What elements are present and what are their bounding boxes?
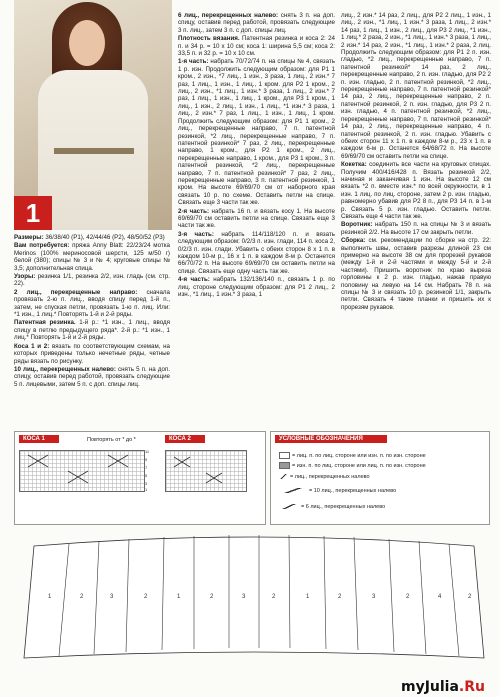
- legend-title: УСЛОВНЫЕ ОБОЗНАЧЕНИЯ: [275, 435, 387, 443]
- kosa1-repeat-label: Повторять от * до *: [87, 437, 136, 443]
- photo-belt: [54, 148, 134, 154]
- cross-symbol-icon: [279, 474, 288, 479]
- kosa2-title: КОСА 2: [165, 435, 205, 443]
- kosa1-row-number: 1: [145, 487, 148, 492]
- stitch2-text: сначала провязать 2-ю п. лиц., вводя спицу перед 1-й п., затем, не спуская петли, провязать 1-ю п. лиц. Или: *1 изн., 1 лиц.* Повторять 1-й и 2-й ряды.: [14, 288, 170, 319]
- site-logo-tld: .Ru: [458, 679, 485, 695]
- pattern-label: 3: [242, 594, 246, 600]
- needs-label: Вам потребуется:: [14, 242, 70, 250]
- purl-symbol-icon: [279, 462, 290, 469]
- legend-item: [279, 488, 396, 494]
- kosa1-cables: [20, 451, 144, 491]
- part4-label: 4-я часть:: [178, 276, 210, 284]
- part3-label: 3-я часть:: [178, 230, 214, 238]
- assembly-label: Сборка:: [341, 237, 366, 245]
- legend-text: = изн. п. по лиц. стороне или лиц. п. по изн. стороне: [292, 462, 426, 469]
- text-column-2: [178, 12, 335, 299]
- kosa1-grid: [19, 450, 148, 492]
- model-number-badge: 1: [14, 196, 52, 230]
- legend-item: [279, 474, 370, 480]
- assembly-text: см. рекомендации по сборке на стр. 22: выполнить швы, оставив разрезы длиной 23 см примерно на высоте 38 см для прорезей рукавов (между 1-й и 2-й частями и между 5-й и 2-й частями). Пришить воротник по краю выреза горловины к 2 р. изн. гладью, нажав правую половину на левую на 14 см. Набрать 78 п. на спицы № 3 и связать 10 р. резинкой 1/1, закрыть петли. Связать 4 такие планки и пришить их к прорезям рукавов.: [341, 237, 491, 311]
- pattern-label: 1: [48, 594, 52, 600]
- kosa1-row-number: 3: [145, 481, 148, 486]
- pattern-label: 3: [110, 594, 114, 600]
- kosa-label: Коса 1 и 2:: [14, 342, 50, 350]
- pattern-label: 2: [144, 594, 148, 600]
- site-logo[interactable]: [401, 679, 485, 695]
- kosa-charts: [14, 431, 266, 525]
- pattern-label: 2: [210, 594, 214, 600]
- site-logo-name: myJulia: [400, 679, 459, 695]
- legend-item: [279, 504, 385, 510]
- yoke-text: соединить все части на круговых спицах. Получим 400/416/428 п. Вязать резинкой 2/2, начиная и заканчивая 1 изн. На высоте 12 см вязать *2 п. вместе изн.* по всей окружности, в 1 изн. 1 лиц. по лиц. стороне, затем 2 р. изн. гладью, равномерно убавив для Р2 8 п., для Р3 14 п. в 1-м р. Связать 5 р. изн. гладью. Оставить петли. Связать еще 4 части так же.: [341, 161, 491, 220]
- density-label: Плотность вязания.: [178, 35, 240, 43]
- pattern-label: 1: [306, 594, 310, 600]
- sizes-label: Размеры:: [14, 234, 44, 241]
- rib-text: 1-й р.: *1 изн., 1 лиц., вводя спицу в петлю предыдущего ряда*. 2-й р.: *1 изн., 1 лиц.* Повторять 1-й и 2-й ряды.: [14, 319, 170, 342]
- stitch6-label: 6 лиц., перекрещенных налево:: [178, 12, 279, 19]
- legend-text: = 10 лиц., перекрещенных налево: [309, 488, 397, 494]
- legend-item: [279, 452, 426, 459]
- stitch10-text: снять 5 п. на доп. спицу, оставив перед работой, провязать следующие 5 п. лицевыми, затем 5 п. с доп. спицы лиц.: [14, 365, 170, 388]
- pattern-label: 2: [272, 594, 276, 600]
- kosa1-row-number: 7: [145, 465, 148, 470]
- sizes-text: 36/38/40 (P1), 42/44/46 (P2), 48/50/52 (P3): [43, 234, 165, 241]
- density-text: Патентная резинка и коса 2: 24 п. и 34 р. = 10 x 10 см; коса 1: ширина 5,5 см; коса 2: 33,5 п. и 32 р. = 10 x 10 см.: [178, 35, 335, 58]
- pattern-label: 2: [406, 594, 410, 600]
- part4-text: набрать 132/136/140 п., связать 1 р. по лиц. стороне следующим образом: для Р1 2 лиц., 2 изн., *1 лиц., 1 изн.* 3 раза, 1: [178, 276, 335, 299]
- yoke-label: Кокетка:: [341, 161, 367, 169]
- pattern-outline: [24, 537, 484, 658]
- legend-text: = лиц., перекрещенных налево: [290, 474, 370, 480]
- rib-label: Патентная резинка.: [14, 319, 76, 327]
- kosa1-row-number: 11: [145, 449, 150, 454]
- collar-label: Воротник:: [341, 221, 373, 229]
- model-photo: [14, 0, 172, 230]
- pattern-label: 2: [80, 594, 84, 600]
- part3-text: набрать 114/118/120 п. и вязать следующим образом: 0/2/3 п. изн. глади, 114 п. коса 2, 0/2/3 п. изн. глади. Убавить с обеих сторон 8 x 1 п. в каждом 10-м р., 16 x 1 п. в каждом 8-м р. Останется 66/70/72 п. На высоте 69/69/70 см оставить петли на спице. Связать еще одну часть так же.: [178, 230, 335, 275]
- kosa2-grid: [165, 450, 247, 492]
- patterns-label: Узоры:: [14, 273, 36, 281]
- kosa-text: вязать по соответствующим схемам, на которых приведены только нечетные ряды, четные ряды вязать по рисунку.: [14, 342, 170, 365]
- part1-label: 1-я часть:: [178, 58, 209, 66]
- photo-face: [69, 20, 105, 66]
- text-column-1: [14, 234, 170, 389]
- kosa2-cables: [166, 451, 246, 491]
- kosa1-title: КОСА 1: [19, 435, 59, 443]
- pattern-label: 2: [468, 594, 472, 600]
- text-column-3: [341, 12, 491, 312]
- legend-text: = 6 лиц., перекрещенных налево: [301, 504, 386, 510]
- legend-box: [270, 431, 490, 525]
- part2-label: 2-я часть:: [178, 207, 210, 215]
- needs-text: пряжа Anny Blatt: 22/23/24 мотка Merinos (100% мериносовой шерсти, 125 м/50 г) белой (380); спицы № 3 и № 4; круговые спицы № 3,5; дополнительная спица.: [14, 242, 170, 272]
- pattern-label: 2: [338, 594, 342, 600]
- legend-item: [279, 462, 426, 469]
- stitch10-label: 10 лиц., перекрещенных налево:: [14, 365, 116, 373]
- pattern-diagram: [14, 528, 494, 668]
- kosa1-row-number: 5: [145, 473, 148, 478]
- legend-text: = лиц. п. по лиц. стороне или изн. п. по изн. стороне: [292, 452, 426, 459]
- stitch6-text: снять 3 п. на доп. спицу, оставив перед работой, провязать следующие 3 п. лиц., затем 3 п. с доп. спицы лиц.: [178, 12, 335, 34]
- patterns-text: резинка 1/1, резинка 2/2, изн. гладь (см. стр. 22).: [14, 273, 170, 288]
- part1-text: набрать 70/72/74 п. на спицы № 4, связать 1 р. изн. Продолжить следующим образом: для Р1 1 кром., 2 изн., *7 лиц., 1 изн., 3 раза, 1 лиц., 2 изн.* 7 раз, 1 лиц., 1 изн., 1 лиц., 1 кром. для Р2 1 кром., 2 лиц., 2 изн., *1 лиц., 1 изн.* 3 раза, 1 лиц., 2 изн.* 7 раз, 1 лиц., 1 изн., 1 лиц., 1 кром., для Р3 1 кром., 1 лиц., 1 изн., 2 лиц., 1 изн., 1 лиц., *1 изн.* 3 раза, 1 лиц., 2 изн.* 7 раз, 1 лиц., 1 изн., 1 лиц., 1 кром. Продолжить следующим образом: для Р1 1 кром., 2 лиц., перекрещенные направо, 7 п. патентной резинкой, *2 лиц., перекрещенные направо, 7 п. патентной резинкой* 7 раз, 2 лиц., перекрещенные направо, 1 кром., для Р2 1 кром., 2 лиц., перекрещенные направо, 1 кром., для Р3 1 кром., 3 п. патентной резинкой, *2 лиц., перекрещенные направо, 7 п. патентной резинкой* 7 раз, 2 лиц., перекрещенные направо, 3 п. патентной резинкой, 1 кром. На высоте 69/69/70 см от наборного края связать 10 р. по схеме. Оставить петли на спице. Связать еще 3 части так же.: [178, 58, 335, 207]
- cable10-symbol-icon: [279, 488, 307, 493]
- collar-text: набрать 150 п. на спицы № 3 и вязать резинкой 2/2. На высоте 17 см закрыть петли.: [341, 221, 491, 236]
- part2-text: набрать 16 п. и вязать косу 1. На высоте 69/69/70 см оставить петли на спице. Связать еще 3 части так же.: [178, 207, 335, 230]
- kosa1-row-number: 9: [145, 457, 148, 462]
- pattern-label: 3: [372, 594, 376, 600]
- knit-symbol-icon: [279, 452, 290, 459]
- pattern-label: 4: [438, 594, 442, 600]
- cable6-symbol-icon: [279, 504, 299, 509]
- stitch2-label: 2 лиц., перекрещенные направо:: [14, 288, 138, 296]
- part4-continued-text: лиц., 2 изн.* 14 раз, 2 лиц., для Р2 2 лиц., 1 изн., 1 лиц., 2 изн., *1 лиц., 1 изн.* 3 раза, 1 лиц., 2 изн.* 14 раз, 1 лиц., 1 изн., 2 лиц., для Р3 2 лиц., *1 изн., 1 лиц.* 2 раза, 2 изн., *1 лиц., 1 изн.* 3 раза, 1 лиц., 2 изн.* 14 раз, 2 изн., *1 лиц., 1 изн.* 2 раза, 2 лиц. Продолжить следующим образом: для Р1 2 п. изн. гладью, *2 лиц., перекрещенные направо, 7 п. патентной резинкой* 14 раз, 2 лиц., перекрещенные направо, 2 п. изн. гладью, для Р2 2 п. изн. гладью, 2 п. патентной резинкой, *2 лиц., перекрещенные направо, 7 п. патентной резинкой* 14 раз, 2 лиц., перекрещенные направо, 2 п. патентной резинкой, 2 п. изн. гладью, для Р3 2 п. изн. гладью, 4 п. патентной резинкой, *2 лиц., перекрещенные направо, 7 п. патентной резинкой* 14 раз, 2 лиц., перекрещенные направо, 4 п. патентной резинкой, 2 п. изн. гладью. Убавить с обеих сторон 11 x 1 п. в каждом 8-м р., 23 x 1 п. в каждом 6-м р. Останется 64/68/72 п. На высоте 69/69/70 см оставить петли на спице.: [341, 12, 491, 160]
- pattern-label: 1: [177, 594, 181, 600]
